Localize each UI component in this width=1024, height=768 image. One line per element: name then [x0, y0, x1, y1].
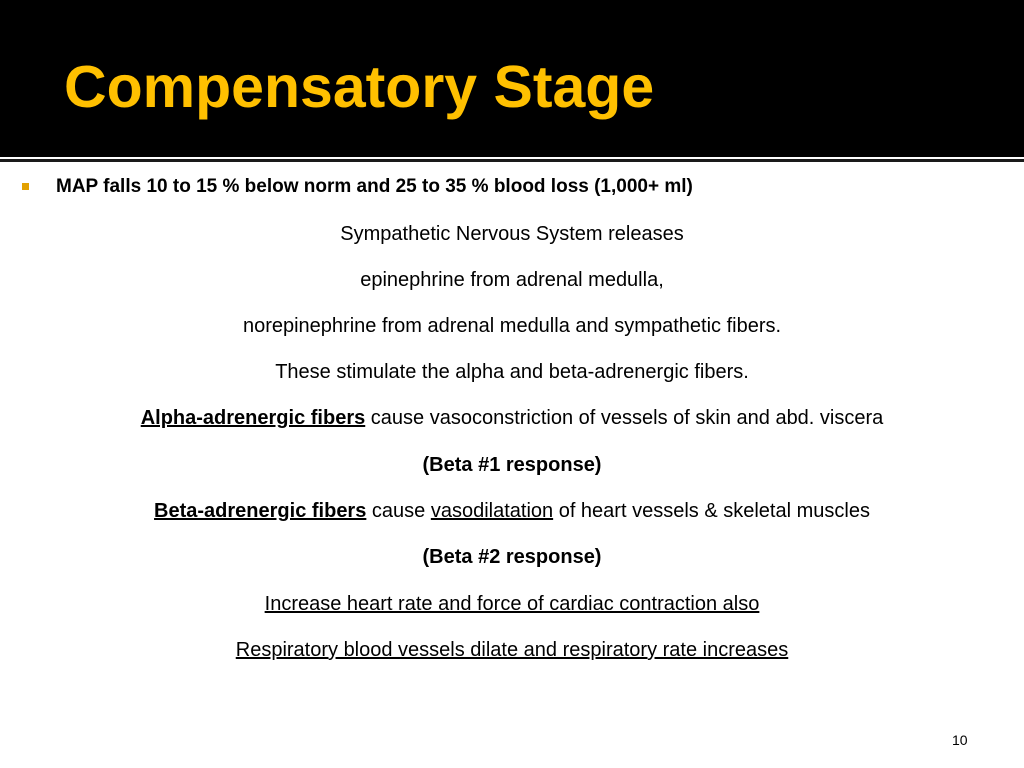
body-line-respiratory	[0, 636, 1024, 664]
body-line-alpha	[0, 404, 1024, 432]
body-line-beta	[0, 497, 1024, 525]
body-line-norepinephrine: norepinephrine from adrenal medulla and sympathetic fibers.	[242, 315, 782, 337]
beta1-response-text: (Beta #1 response)	[422, 454, 602, 476]
alpha-term: Alpha-adrenergic fibers	[140, 407, 366, 429]
body-line-sns-releases: Sympathetic Nervous System releases	[340, 223, 684, 245]
bullet-text: MAP falls 10 to 15 % below norm and 25 to 35 % blood loss (1,000+ ml)	[56, 176, 693, 197]
slide-number: 10	[952, 732, 968, 748]
alpha-description: cause vasoconstriction of vessels of skin and abd. viscera	[365, 407, 884, 429]
beta-cause: cause	[366, 500, 431, 522]
heart-rate-text: Increase heart rate and force of cardiac contraction also	[264, 593, 760, 615]
respiratory-text: Respiratory blood vessels dilate and respiratory rate increases	[235, 639, 789, 661]
body-line-heart-rate	[0, 590, 1024, 618]
body-line-epinephrine: epinephrine from adrenal medulla,	[360, 269, 664, 291]
vasodilatation-term: vasodilatation	[430, 500, 554, 522]
beta-term: Beta-adrenergic fibers	[154, 500, 367, 522]
square-bullet-icon	[22, 183, 29, 190]
header-divider-dark	[0, 159, 1024, 162]
beta2-response-text: (Beta #2 response)	[422, 546, 602, 568]
beta1-response-label	[0, 451, 1024, 479]
slide-title: Compensatory Stage	[64, 54, 655, 120]
title-bar	[0, 0, 1024, 157]
body-line-stimulate: These stimulate the alpha and beta-adrenergic fibers.	[275, 361, 749, 383]
beta-description: of heart vessels & skeletal muscles	[553, 500, 870, 522]
beta2-response-label	[0, 543, 1024, 571]
